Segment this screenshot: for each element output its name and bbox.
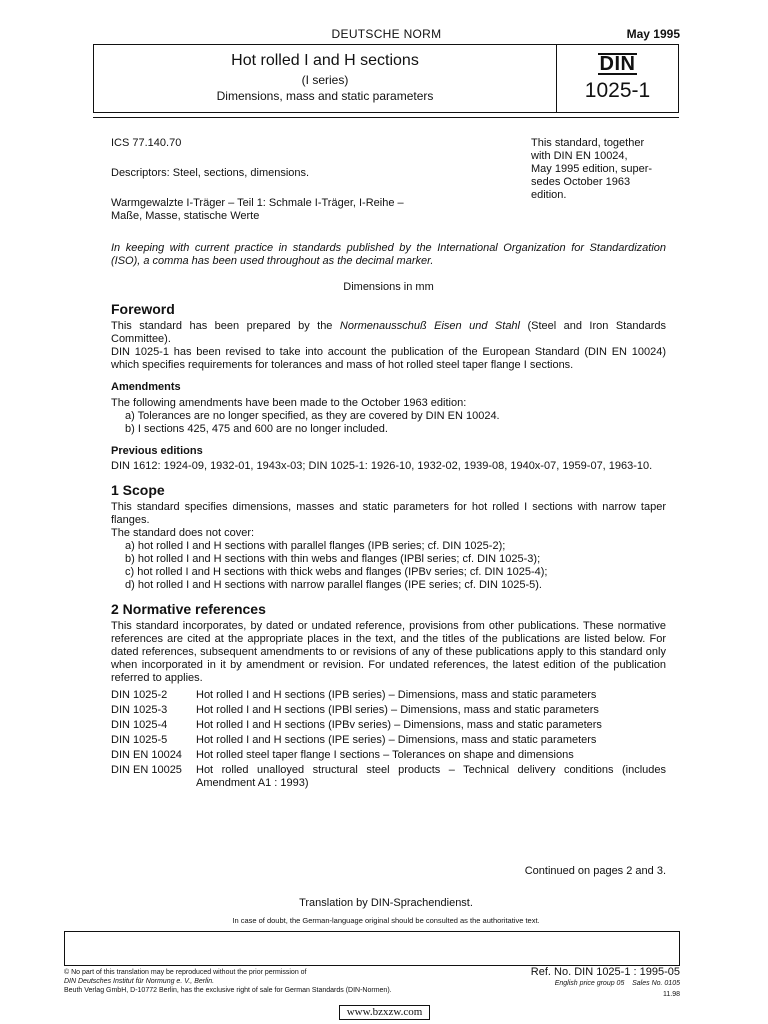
header-rule: [93, 117, 679, 118]
german-title-line-1: Warmgewalzte I-Träger – Teil 1: Schmale I-Träger, I-Reihe –: [111, 197, 404, 209]
reference-code: DIN 1025-5: [111, 734, 168, 746]
date-label: May 1995: [626, 27, 680, 41]
reference-number: Ref. No. DIN 1025-1 : 1995-05: [530, 966, 680, 978]
price-group: English price group 05: [554, 980, 625, 987]
website-link[interactable]: www.bzxzw.com: [339, 1005, 430, 1020]
foreword-text: (Steel and Iron Standards Committee).: [111, 320, 666, 345]
doubt-note: In case of doubt, the German-language original should be consulted as the authoritative text.: [232, 916, 540, 925]
amendments-intro: The following amendments have been made to the October 1963 edition:: [111, 397, 467, 409]
copyright-line: Beuth Verlag GmbH, D-10772 Berlin, has the exclusive right of sale for German Standards (DIN-Normen).: [64, 987, 392, 994]
reference-title: Hot rolled unalloyed structural steel products – Technical delivery conditions (includes Amendment A1 : 1993): [196, 764, 666, 789]
sales-number: Sales No. 0105: [632, 980, 680, 987]
reference-code: DIN 1025-4: [111, 719, 168, 731]
continued-note: Continued on pages 2 and 3.: [524, 865, 666, 877]
main-body: [111, 242, 666, 790]
din-logo: DIN: [599, 53, 636, 75]
supersedes-note: [531, 137, 671, 202]
amendment-item: b) I sections 425, 475 and 600 are no longer included.: [125, 423, 388, 435]
copyright-line: DIN Deutsches Institut für Normung e. V., Berlin.: [64, 978, 215, 985]
meta-left: [111, 137, 491, 223]
reference-code: DIN 1025-3: [111, 704, 168, 716]
normative-references-paragraph: This standard incorporates, by dated or undated reference, provisions from other publications. These normative references are cited at the appropriate places in the text, and the titles of the publications are listed below. For dated references, subsequent amendments to or revisions of any of these publications apply to this standard only when incorporated in it by amendment or revision. For undated references, the latest edition of the publication referred to applies.: [111, 620, 666, 684]
reference-title: Hot rolled I and H sections (IPBv series) – Dimensions, mass and static parameters: [196, 719, 602, 731]
german-title-line-2: Maße, Masse, statische Werte: [111, 210, 260, 222]
previous-editions-text: DIN 1612: 1924-09, 1932-01, 1943x-03; DIN 1025-1: 1926-10, 1932-02, 1939-08, 1940x-07, 1959-07, 1963-10.: [111, 460, 653, 472]
reference-row: [111, 704, 666, 717]
title-box: [93, 44, 679, 113]
scope-item: d) hot rolled I and H sections with narrow parallel flanges (IPE series; cf. DIN 1025-5).: [125, 579, 542, 591]
supersedes-line: This standard, together: [531, 137, 645, 149]
reference-list: [111, 689, 666, 790]
reference-code: DIN 1025-2: [111, 689, 168, 701]
copyright-block: [64, 968, 494, 995]
scope-item: c) hot rolled I and H sections with thick webs and flanges (IPBv series; cf. DIN 1025-4);: [125, 566, 548, 578]
supersedes-line: edition.: [531, 189, 567, 201]
document-subtitle: (I series): [301, 73, 349, 87]
foreword-paragraph-2: DIN 1025-1 has been revised to take into account the publication of the European Standard (DIN EN 10024) which specifies requirements for tolerances and mass of hot rolled steel taper flange I sections.: [111, 346, 666, 371]
amendments-heading: Amendments: [111, 381, 181, 393]
previous-editions-heading: Previous editions: [111, 445, 203, 457]
reference-title: Hot rolled I and H sections (IPB series) – Dimensions, mass and static parameters: [196, 689, 597, 701]
ics-code: ICS 77.140.70: [111, 137, 182, 149]
reference-block: [500, 966, 680, 1000]
scope-paragraph-2: The standard does not cover:: [111, 527, 255, 539]
document-title: Hot rolled I and H sections: [231, 52, 419, 69]
reference-row: [111, 749, 666, 762]
decimal-note: In keeping with current practice in standards published by the International Organization for Standardization (ISO), a comma has been used throughout as the decimal marker.: [111, 242, 666, 267]
foreword-heading: Foreword: [111, 301, 175, 317]
scope-item: b) hot rolled I and H sections with thin webs and flanges (IPBl series; cf. DIN 1025-3);: [125, 553, 541, 565]
reference-code: DIN EN 10025: [111, 764, 182, 776]
foreword-paragraph-1: [111, 320, 666, 346]
reference-code: DIN EN 10024: [111, 749, 182, 761]
amendment-item: a) Tolerances are no longer specified, as they are covered by DIN EN 10024.: [125, 410, 500, 422]
scope-paragraph: This standard specifies dimensions, masses and static parameters for hot rolled I sections with narrow taper flanges.: [111, 501, 666, 526]
reference-title: Hot rolled I and H sections (IPBl series) – Dimensions, mass and static parameters: [196, 704, 599, 716]
dimensions-note: Dimensions in mm: [343, 281, 434, 293]
price-info: [500, 978, 680, 989]
footer-box: [64, 931, 680, 965]
foreword-text: This standard has been prepared by the: [111, 320, 340, 332]
print-date: 11.98: [663, 991, 680, 998]
din-block: [557, 45, 678, 112]
supersedes-line: sedes October 1963: [531, 176, 631, 188]
supersedes-line: with DIN EN 10024,: [531, 150, 628, 162]
supersedes-line: May 1995 edition, super-: [531, 163, 653, 175]
title-block: [94, 45, 557, 112]
normative-references-heading: 2 Normative references: [111, 601, 266, 617]
scope-item: a) hot rolled I and H sections with parallel flanges (IPB series; cf. DIN 1025-2);: [125, 540, 506, 552]
reference-title: Hot rolled I and H sections (IPE series) – Dimensions, mass and static parameters: [196, 734, 597, 746]
copyright-line: © No part of this translation may be reproduced without the prior permission of: [64, 969, 307, 976]
document-number: 1025-1: [584, 79, 651, 102]
committee-name: Normenausschuß Eisen und Stahl: [339, 320, 520, 332]
scope-heading: 1 Scope: [111, 482, 165, 498]
reference-row: [111, 719, 666, 732]
document-subtitle-2: Dimensions, mass and static parameters: [216, 89, 434, 103]
reference-row: [111, 734, 666, 747]
reference-title: Hot rolled steel taper flange I sections – Tolerances on shape and dimensions: [196, 749, 574, 761]
norm-label: DEUTSCHE NORM: [331, 27, 442, 41]
reference-row: [111, 764, 666, 790]
translation-note: Translation by DIN-Sprachendienst.: [299, 897, 473, 909]
reference-row: [111, 689, 666, 702]
header-top: [93, 27, 680, 43]
descriptors: Descriptors: Steel, sections, dimensions.: [111, 167, 310, 179]
